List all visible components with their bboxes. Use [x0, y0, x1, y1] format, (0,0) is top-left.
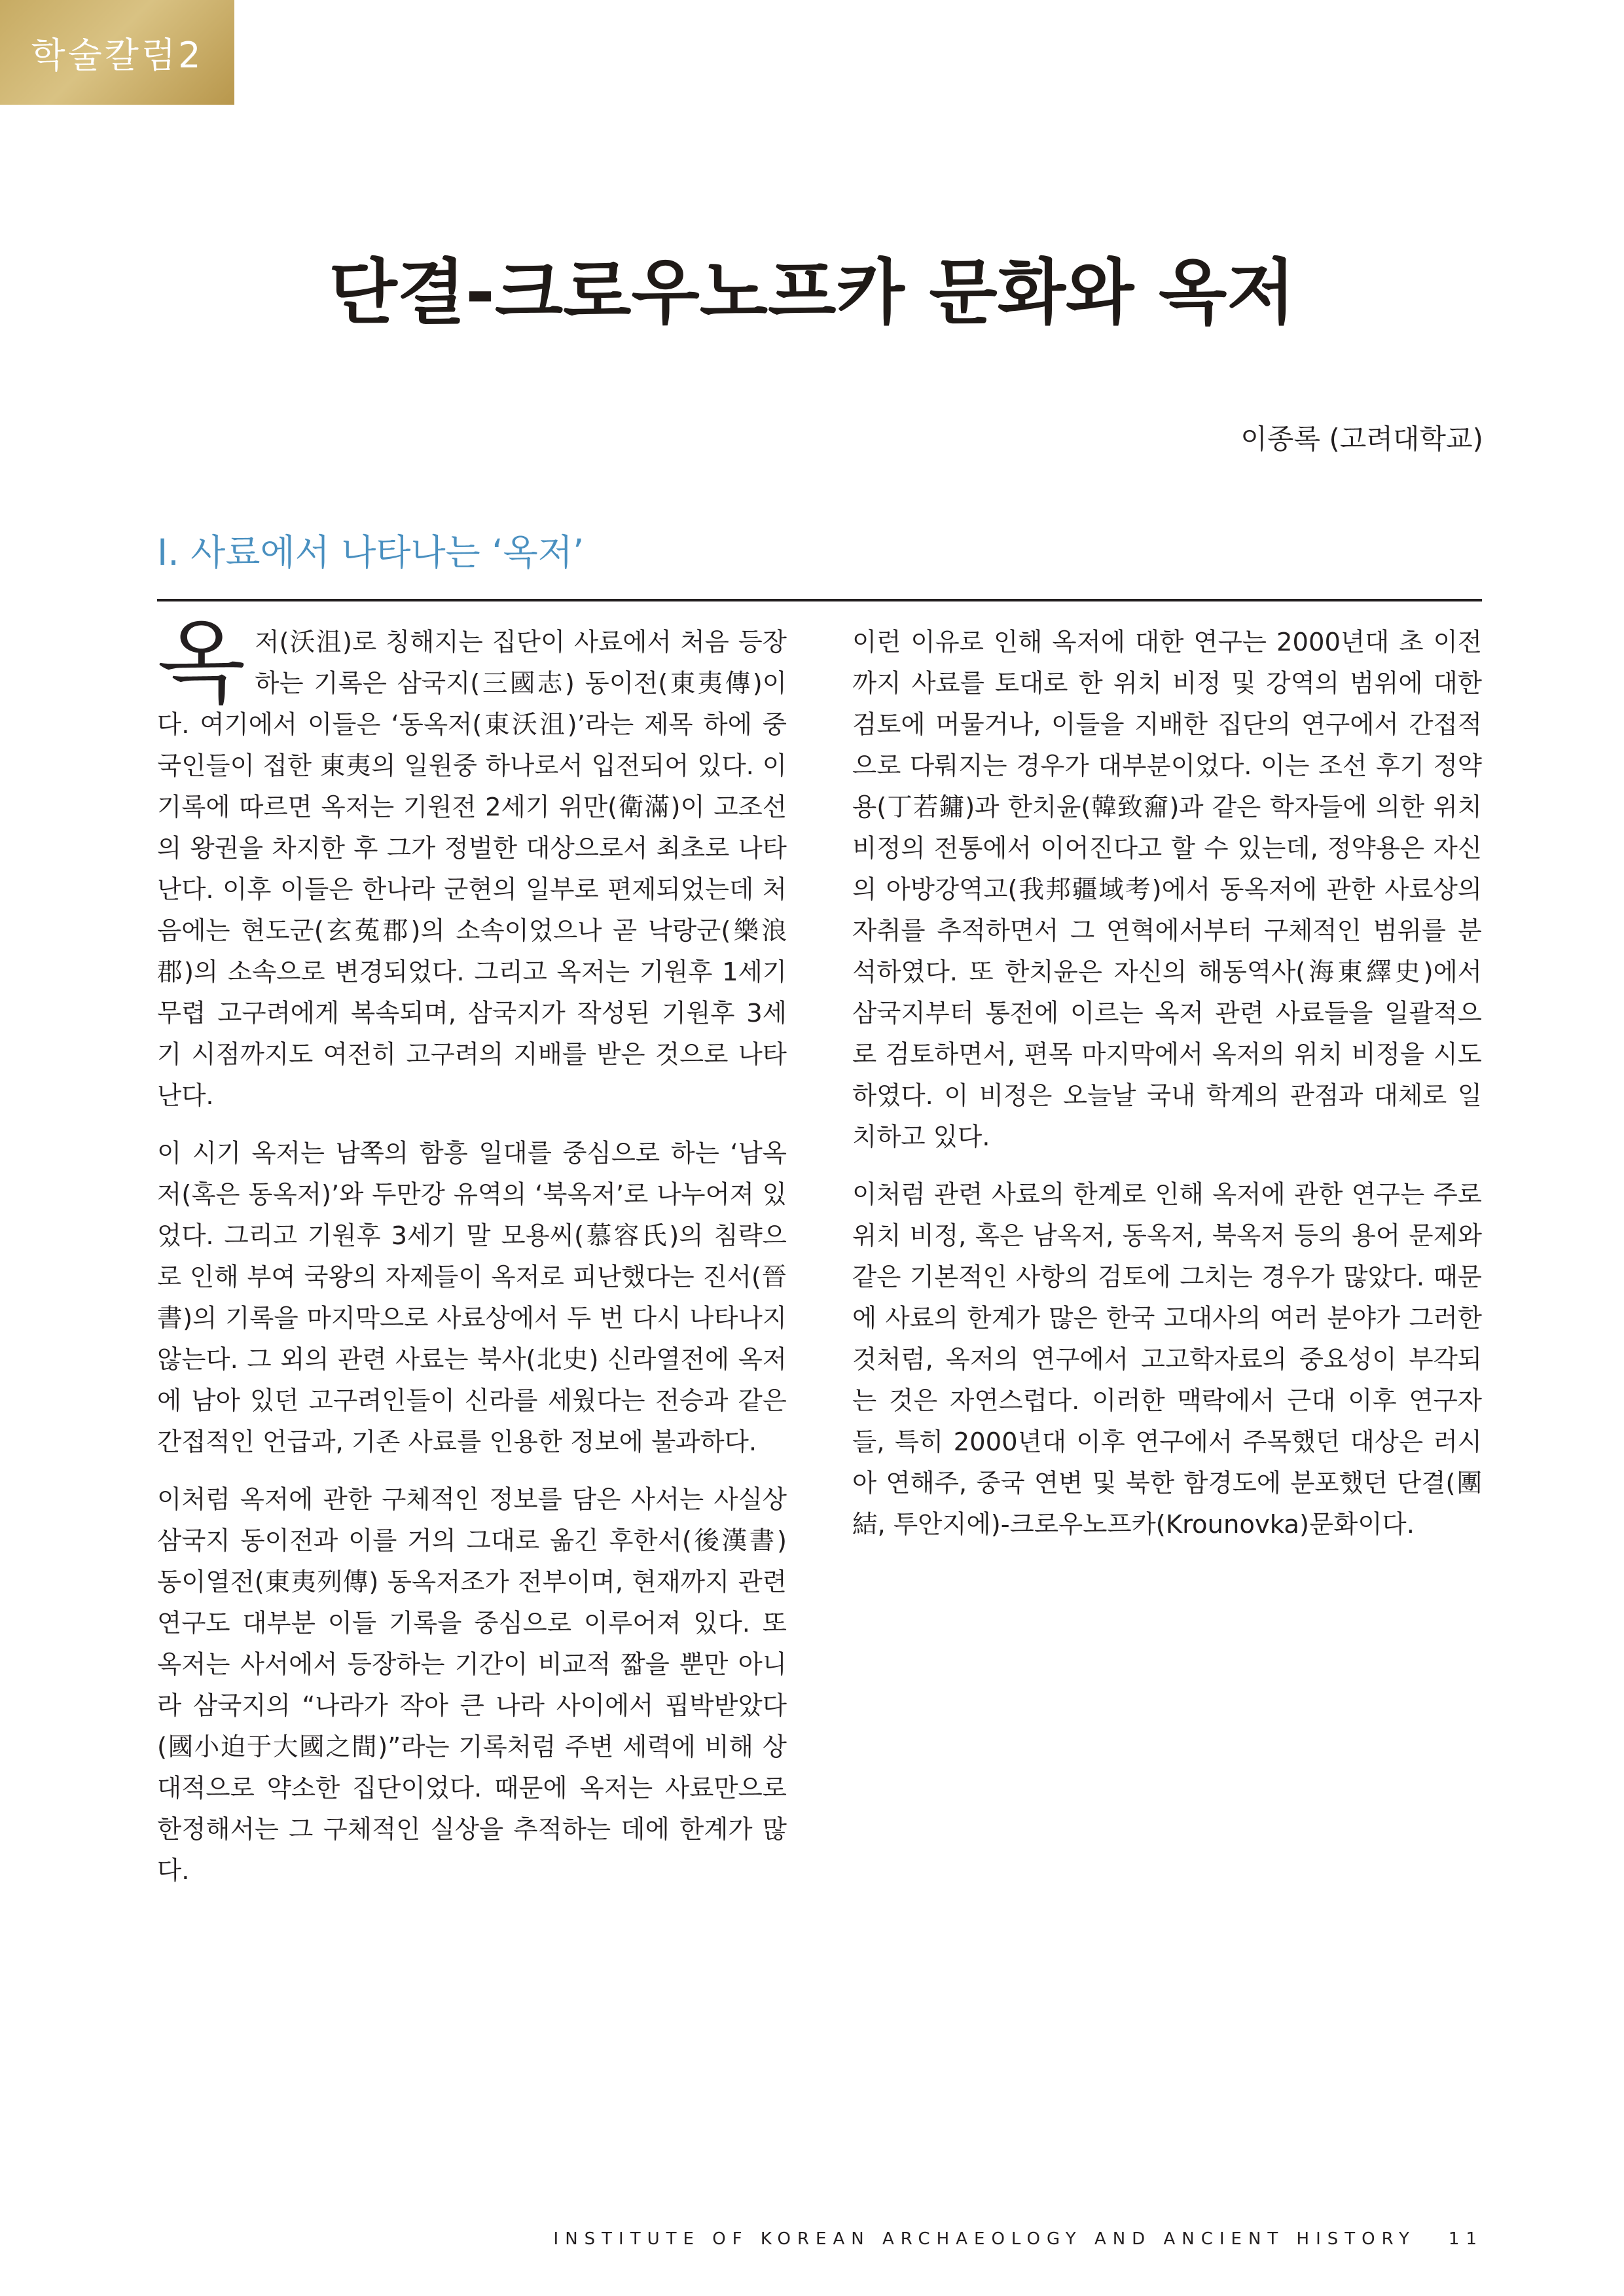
page-footer	[554, 2229, 1483, 2249]
page-number: 11	[1448, 2229, 1483, 2249]
article-title: 단결-크로우노프카 문화와 옥저	[329, 252, 1295, 334]
paragraph: 이 시기 옥저는 남쪽의 함흥 일대를 중심으로 하는 ‘남옥저(혹은 동옥저)’와 두만강 유역의 ‘북옥저’로 나누어져 있었다. 그리고 기원후 3세기 말 모용씨(慕容氏)의 침략으로 인해 부여 국왕의 자제들이 옥저로 피난했다는 진서(晉書)의 기록을 마지막으로 사료상에서 두 번 다시 나타나지 않는다. 그 외의 관련 사료는 북사(北史) 신라열전에 옥저에 남아 있던 고구려인들이 신라를 세웠다는 전승과 같은 간접적인 언급과, 기존 사료를 인용한 정보에 불과하다.	[157, 1139, 787, 1457]
section-divider	[157, 599, 1482, 601]
section-heading: Ⅰ. 사료에서 나타나는 ‘옥저’	[157, 531, 585, 573]
section-badge: 학술칼럼2	[0, 0, 234, 105]
paragraph-text: 저(沃沮)로 칭해지는 집단이 사료에서 처음 등장하는 기록은 삼국지(三國志) 동이전(東夷傳)이다. 여기에서 이들은 ‘동옥저(東沃沮)’라는 제목 하에 중국인들이 접한 東夷의 일원중 하나로서 입전되어 있다. 이 기록에 따르면 옥저는 기원전 2세기 위만(衛滿)이 고조선의 왕권을 차지한 후 그가 정벌한 대상으로서 최초로 나타난다. 이후 이들은 한나라 군현의 일부로 편제되었는데 처음에는 현도군(玄菟郡)의 소속이었으나 곧 낙랑군(樂浪郡)의 소속으로 변경되었다. 그리고 옥저는 기원후 1세기 무렵 고구려에게 복속되며, 삼국지가 작성된 기원후 3세기 시점까지도 여전히 고구려의 지배를 받은 것으로 나타난다.	[157, 628, 787, 1111]
paragraph	[157, 610, 787, 1117]
paragraph: 이처럼 관련 사료의 한계로 인해 옥저에 관한 연구는 주로 위치 비정, 혹은 남옥저, 동옥저, 북옥저 등의 용어 문제와 같은 기본적인 사항의 검토에 그치는 경우가 많았다. 때문에 사료의 한계가 많은 한국 고대사의 여러 분야가 그러한 것처럼, 옥저의 연구에서 고고학자료의 중요성이 부각되는 것은 자연스럽다. 이러한 맥락에서 근대 이후 연구자들, 특히 2000년대 이후 연구에서 주목했던 대상은 러시아 연해주, 중국 연변 및 북한 함경도에 분포했던 단결(團結, 투안지에)-크로우노프카(Krounovka)문화이다.	[852, 1180, 1482, 1539]
right-column	[852, 622, 1482, 1562]
left-column	[157, 610, 787, 1908]
author-line: 이종록 (고려대학교)	[1240, 423, 1483, 455]
drop-cap: 옥	[157, 610, 246, 717]
footer-institute: INSTITUTE OF KOREAN ARCHAEOLOGY AND ANCIENT HISTORY	[553, 2229, 1416, 2249]
paragraph: 이처럼 옥저에 관한 구체적인 정보를 담은 사서는 사실상 삼국지 동이전과 이를 거의 그대로 옮긴 후한서(後漢書) 동이열전(東夷列傳) 동옥저조가 전부이며, 현재까지 관련 연구도 대부분 이들 기록을 중심으로 이루어져 있다. 또 옥저는 사서에서 등장하는 기간이 비교적 짧을 뿐만 아니라 삼국지의 “나라가 작아 큰 나라 사이에서 핍박받았다(國小迫于大國之間)”라는 기록처럼 주변 세력에 비해 상대적으로 약소한 집단이었다. 때문에 옥저는 사료만으로 한정해서는 그 구체적인 실상을 추적하는 데에 한계가 많다.	[157, 1485, 787, 1886]
paragraph: 이런 이유로 인해 옥저에 대한 연구는 2000년대 초 이전까지 사료를 토대로 한 위치 비정 및 강역의 범위에 대한 검토에 머물거나, 이들을 지배한 집단의 연구에서 간접적으로 다뤄지는 경우가 대부분이었다. 이는 조선 후기 정약용(丁若鏞)과 한치윤(韓致奫)과 같은 학자들에 의한 위치 비정의 전통에서 이어진다고 할 수 있는데, 정약용은 자신의 아방강역고(我邦疆域考)에서 동옥저에 관한 사료상의 자취를 추적하면서 그 연혁에서부터 구체적인 범위를 분석하였다. 또 한치윤은 자신의 해동역사(海東繹史)에서 삼국지부터 통전에 이르는 옥저 관련 사료들을 일괄적으로 검토하면서, 편목 마지막에서 옥저의 위치 비정을 시도하였다. 이 비정은 오늘날 국내 학계의 관점과 대체로 일치하고 있다.	[852, 628, 1482, 1152]
